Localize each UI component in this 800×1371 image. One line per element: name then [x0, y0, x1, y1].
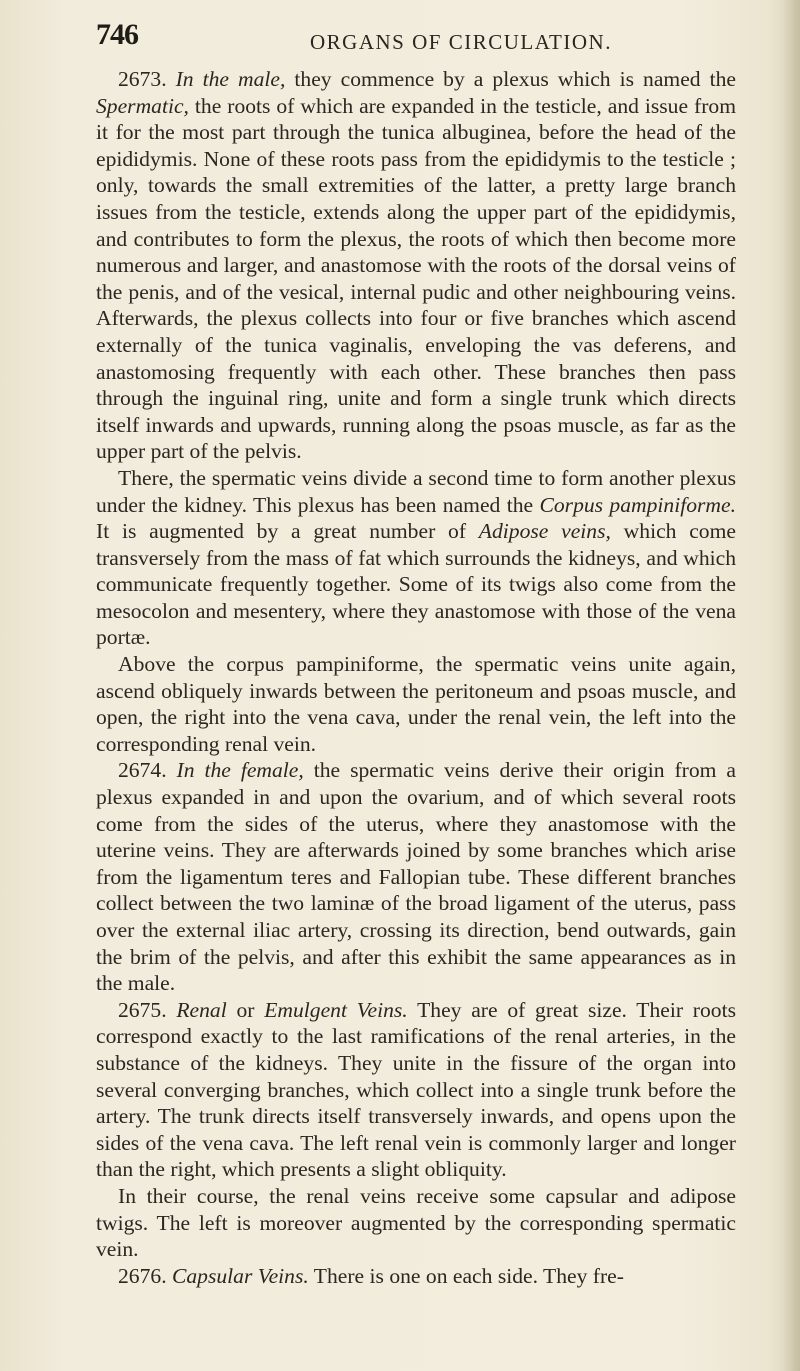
paragraph [96, 997, 736, 1183]
italic-term: Emulgent Veins. [264, 997, 408, 1022]
text-run: There, the spermatic veins divide a second time to form another plexus under the kidney. This plexus has been named the [96, 465, 736, 517]
running-head: ORGANS OF CIRCULATION. [310, 30, 612, 54]
page-body [96, 66, 736, 1289]
text-run: or [226, 997, 265, 1022]
text-run: the spermatic veins derive their origin from a plexus expanded in and upon the ovarium, and of which several roots come from the sides of the uterus, where they anastomose with the uterine veins. They are afterwards joined by some branches which arise from the ligamentum teres and Fallopian tube. These different branches collect between the two laminæ of the broad ligament of the uterus, pass over the external iliac artery, crossing its direction, bend outwards, gain the brim of the pelvis, and after this exhibit the same appearances as in the male. [96, 758, 737, 996]
section-heading: In the male, [175, 67, 286, 91]
italic-term: Spermatic, [96, 93, 189, 118]
section-heading: Renal [176, 997, 227, 1022]
section-number: 2674. [118, 758, 177, 783]
section-number: 2676. [118, 1263, 172, 1288]
text-run: the roots of which are expanded in the testicle, and issue from it for the most part through the tunica albuginea, before the head of the epididymis. None of these roots pass from the epididymis to the testicle ; only, towards the small extremities of the latter, a pretty large branch issues from the testicle, extends along the upper part of the epididymis, and contributes to form the plexus, the roots of which then become more numerous and larger, and anastomose with the roots of the dorsal veins of the penis, and of the vesical, internal pudic and other neighbouring veins. Afterwards, the plexus collects into four or five branches which ascend externally of the tunica vaginalis, enveloping the vas deferens, and anastomosing frequently with each other. These branches then pass through the inguinal ring, unite and form a single trunk which directs itself inwards and upwards, running along the psoas muscle, as far as the upper part of the pelvis. [96, 93, 736, 464]
italic-term: Adipose veins, [478, 519, 611, 544]
section-heading: Capsular Veins. [171, 1263, 309, 1288]
text-run: They are of great size. Their roots correspond exactly to the last ramifications of the renal arteries, in the substance of the kidneys. They unite in the fissure of the organ into several converging branches, which collect into a single trunk before the artery. The trunk directs itself transversely inwards, and opens upon the sides of the vena cava. The left renal vein is commonly larger and longer than the right, which presents a slight obliquity. [96, 997, 736, 1182]
section-number: 2675. [118, 997, 177, 1022]
text-run: which come transversely from the mass of fat which surrounds the kidneys, and which communicate frequently together. Some of its twigs also come from the mesocolon and mesentery, where they anastomose with those of the vena portæ. [96, 519, 736, 650]
paragraph [96, 757, 736, 996]
section-heading: In the female, [176, 758, 304, 783]
text-run: There is one on each side. They fre- [308, 1263, 624, 1288]
text-run: It is augmented by a great number of [96, 519, 479, 544]
section-number: 2673. [118, 67, 176, 91]
paragraph [96, 66, 736, 465]
text-run: Above the corpus pampiniforme, the spermatic veins unite again, ascend obliquely inwards between the peritoneum and psoas muscle, and open, the right into the vena cava, under the renal vein, the left into the corresponding renal vein. [96, 652, 736, 756]
page-edge-shadow [782, 0, 800, 1371]
text-run: they commence by a plexus which is named the [285, 67, 736, 91]
paragraph [96, 651, 736, 757]
italic-term: Corpus pampiniforme. [539, 492, 736, 517]
paragraph [96, 1183, 736, 1263]
text-run: In their course, the renal veins receive some capsular and adipose twigs. The left is moreover augmented by the corresponding spermatic vein. [96, 1183, 736, 1262]
paragraph [96, 1263, 736, 1290]
paragraph [96, 465, 736, 651]
page-header [96, 18, 736, 58]
page-number: 746 [96, 18, 138, 51]
